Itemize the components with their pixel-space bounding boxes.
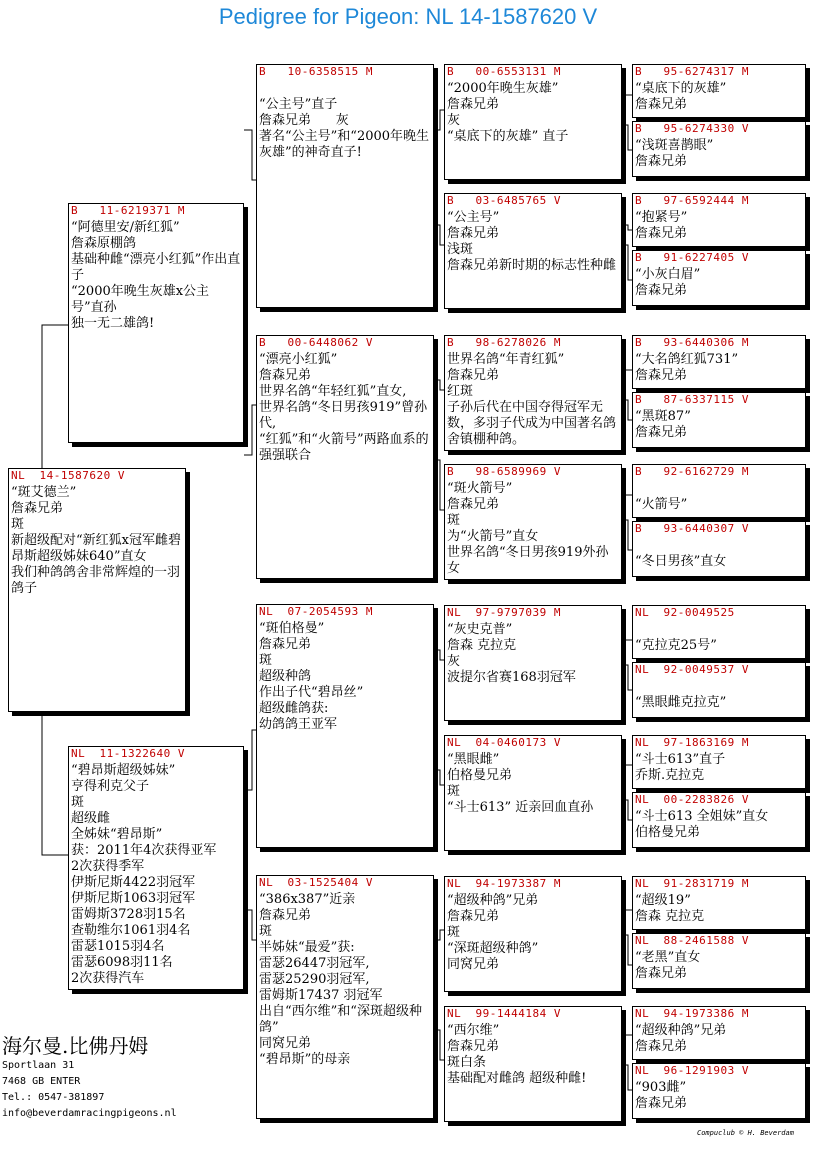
pigeon-description: “斗士613 全姐妹”直女 伯格曼兄弟 <box>635 809 769 840</box>
pigeon-card-g5-12 <box>632 792 806 848</box>
pigeon-card-subject <box>8 468 186 712</box>
pigeon-card-g4-8 <box>444 1006 622 1122</box>
pigeon-description: “公主号” 詹森兄弟 浅斑 詹森兄弟新时期的标志性种雌 <box>447 210 617 273</box>
pigeon-card-g4-1 <box>444 64 622 180</box>
owner-street: Sportlaan 31 <box>2 1060 75 1071</box>
ring-number: B 03-6485765 V <box>447 194 561 207</box>
pigeon-description: “斑火箭号” 詹森兄弟 斑 为“火箭号”直女 世界名鸽“冬日男孩919外孙女 <box>447 481 609 576</box>
pigeon-description: 世界名鸽“年青红狐” 詹森兄弟 红斑 子孙后代在中国夺得冠军无数，多羽子代成为中国著名鸽舍镇棚种鸽。 <box>447 352 617 447</box>
pigeon-card-g4-6 <box>444 735 622 851</box>
owner-info <box>2 1034 177 1122</box>
pigeon-card-g4-4 <box>444 464 622 580</box>
pigeon-description: “老黑”直女 詹森兄弟 <box>635 950 701 981</box>
pigeon-description: “火箭号” <box>635 497 688 512</box>
page-title: Pedigree for Pigeon: NL 14-1587620 V <box>218 4 598 29</box>
ring-number: NL 92-0049525 <box>635 606 735 619</box>
owner-phone: Tel.: 0547-381897 <box>2 1092 105 1103</box>
ring-number: NL 14-1587620 V <box>11 469 125 482</box>
pigeon-description: “黑眼雌克拉克” <box>635 695 727 710</box>
pigeon-description: “小灰白眉” 詹森兄弟 <box>635 267 701 298</box>
pigeon-card-sd <box>256 335 434 579</box>
ring-number: NL 91-2831719 M <box>635 877 749 890</box>
pigeon-card-g4-7 <box>444 876 622 992</box>
pigeon-card-ds <box>256 604 434 848</box>
pigeon-card-sire <box>68 203 244 443</box>
ring-number: B 87-6337115 V <box>635 393 749 406</box>
pigeon-description: “超级种鸽”兄弟 詹森兄弟 斑 “深斑超级种鸽” 同窝兄弟 <box>447 893 539 972</box>
pigeon-description: “斗士613”直子 乔斯.克拉克 <box>635 752 726 783</box>
owner-name: 海尔曼.比佛丹姆 <box>2 1034 149 1058</box>
ring-number: B 98-6278026 M <box>447 336 561 349</box>
pigeon-card-g5-11 <box>632 735 806 789</box>
ring-number: NL 07-2054593 M <box>259 605 373 618</box>
pigeon-card-g5-9 <box>632 605 806 659</box>
pigeon-description: “桌底下的灰雄” 詹森兄弟 <box>635 81 727 112</box>
pigeon-description: “公主号”直子 詹森兄弟 灰 著名“公主号”和“2000年晚生灰雄”的神奇直子! <box>259 97 430 160</box>
ring-number: B 97-6592444 M <box>635 194 749 207</box>
ring-number: B 11-6219371 M <box>71 204 185 217</box>
ring-number: NL 00-2283826 V <box>635 793 749 806</box>
pigeon-card-g5-7 <box>632 464 806 518</box>
pigeon-card-ss <box>256 64 434 308</box>
pigeon-card-g5-16 <box>632 1063 806 1119</box>
pigeon-description: “西尔维” 詹森兄弟 斑白条 基础配对雌鸽 超级种雌! <box>447 1023 587 1086</box>
pigeon-card-dd <box>256 875 434 1119</box>
ring-number: B 91-6227405 V <box>635 251 749 264</box>
ring-number: B 00-6448062 V <box>259 336 373 349</box>
ring-number: B 93-6440307 V <box>635 522 749 535</box>
footer-credit: Compuclub © H. Beverdam <box>697 1129 794 1137</box>
ring-number: NL 94-1973386 M <box>635 1007 749 1020</box>
ring-number: NL 97-9797039 M <box>447 606 561 619</box>
ring-number: NL 03-1525404 V <box>259 876 373 889</box>
pigeon-description: “浅斑喜鹊眼” 詹森兄弟 <box>635 138 714 169</box>
ring-number: NL 04-0460173 V <box>447 736 561 749</box>
pigeon-description: “冬日男孩”直女 <box>635 554 727 569</box>
pigeon-card-g5-5 <box>632 335 806 389</box>
pigeon-description: “灰史克普” 詹森 克拉克 灰 波提尔省赛168羽冠军 <box>447 622 576 685</box>
ring-number: NL 88-2461588 V <box>635 934 749 947</box>
owner-email: info@beverdamracingpigeons.nl <box>2 1108 177 1119</box>
pigeon-card-g5-1 <box>632 64 806 118</box>
pigeon-card-g5-6 <box>632 392 806 448</box>
ring-number: NL 97-1863169 M <box>635 736 749 749</box>
pigeon-description: “斑艾德兰” 詹森兄弟 斑 新超级配对“新红狐x冠军雌碧昂斯超级姊妹640”直女 我们种鸽鸽舍非常辉煌的一羽鸽子 <box>11 485 181 596</box>
pigeon-card-g5-14 <box>632 933 806 989</box>
pigeon-description: “超级19” 詹森 克拉克 <box>635 893 705 924</box>
ring-number: NL 11-1322640 V <box>71 747 185 760</box>
ring-number: B 93-6440306 M <box>635 336 749 349</box>
pigeon-card-g5-15 <box>632 1006 806 1060</box>
ring-number: B 10-6358515 M <box>259 65 373 78</box>
pigeon-card-g5-10 <box>632 662 806 718</box>
owner-city: 7468 GB ENTER <box>2 1076 81 1087</box>
ring-number: NL 92-0049537 V <box>635 663 749 676</box>
pigeon-card-g5-4 <box>632 250 806 306</box>
pigeon-description: “大名鸽红狐731” 詹森兄弟 <box>635 352 739 383</box>
ring-number: NL 99-1444184 V <box>447 1007 561 1020</box>
pigeon-description: “2000年晚生灰雄” 詹森兄弟 灰 “桌底下的灰雄” 直子 <box>447 81 569 144</box>
pigeon-card-g5-2 <box>632 121 806 177</box>
ring-number: B 98-6589969 V <box>447 465 561 478</box>
ring-number: NL 96-1291903 V <box>635 1064 749 1077</box>
ring-number: B 95-6274330 V <box>635 122 749 135</box>
pigeon-description: “抱紧号” 詹森兄弟 <box>635 210 688 241</box>
pigeon-description: “黑斑87” 詹森兄弟 <box>635 409 691 440</box>
pigeon-card-g5-13 <box>632 876 806 930</box>
pigeon-description: “超级种鸽”兄弟 詹森兄弟 <box>635 1023 727 1054</box>
pigeon-description: “斑伯格曼” 詹森兄弟 斑 超级种鸽 作出子代“碧昂丝” 超级雌鸽获: 幼鸽鸽王亚军 <box>259 621 364 732</box>
ring-number: NL 94-1973387 M <box>447 877 561 890</box>
ring-number: B 92-6162729 M <box>635 465 749 478</box>
pigeon-description: “903雌” 詹森兄弟 <box>635 1080 688 1111</box>
pigeon-card-g4-5 <box>444 605 622 721</box>
pigeon-card-g4-3 <box>444 335 622 451</box>
ring-number: B 95-6274317 M <box>635 65 749 78</box>
pigeon-description: “漂亮小红狐” 詹森兄弟 世界名鸽“年轻红狐”直女, 世界名鸽“冬日男孩919”曾孙代, “红狐”和“火箭号”两路血系的强强联合 <box>259 352 429 463</box>
ring-number: B 00-6553131 M <box>447 65 561 78</box>
pigeon-description: “386x387”近亲 詹森兄弟 斑 半姊妹“最爱”获: 雷瑟26447羽冠军, 雷瑟25290羽冠军, 雷姆斯17437 羽冠军 出自“西尔维”和“深斑超级种鸽” 同窝兄弟 “碧昂斯”的母亲 <box>259 892 422 1067</box>
pigeon-card-dam <box>68 746 244 990</box>
pigeon-description: “克拉克25号” <box>635 638 717 653</box>
pigeon-description: “碧昂斯超级姊妹” 亨得利克父子 斑 超级雌 全姊妹“碧昂斯” 获：2011年4次获得亚军 2次获得季军 伊斯尼斯4422羽冠军 伊斯尼斯1063羽冠军 雷姆斯3728羽15名 查勒维尔1061羽4名 雷瑟1015羽4名 雷瑟6098羽11名 2次获得汽车 <box>71 763 217 986</box>
pigeon-card-g4-2 <box>444 193 622 309</box>
pigeon-card-g5-3 <box>632 193 806 247</box>
pigeon-description: “黑眼雌” 伯格曼兄弟 斑 “斗士613” 近亲回血直孙 <box>447 752 594 815</box>
pigeon-card-g5-8 <box>632 521 806 577</box>
pigeon-description: “阿德里安/新红狐” 詹森原棚鸽 基础种雌“漂亮小红狐”作出直子 “2000年晚生灰雄x公主号”直孙 独一无二雄鸽! <box>71 220 241 331</box>
